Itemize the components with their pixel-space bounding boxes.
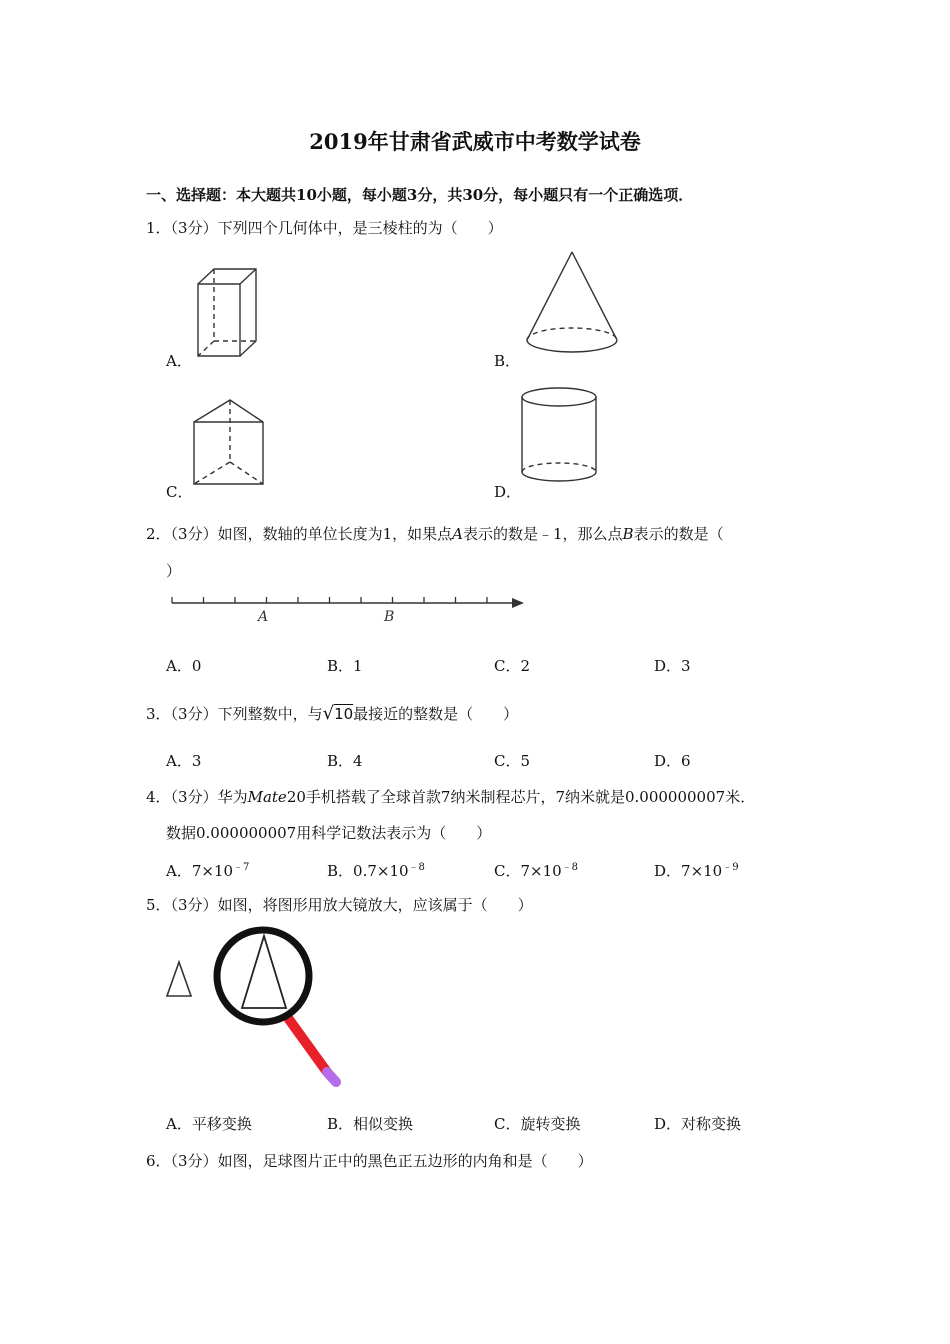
- q1-option-c: C．: [166, 483, 193, 501]
- q3-stem-pre: 3．（3分）下列整数中，与: [146, 705, 323, 723]
- q4-option-a-exp: ﹣7: [233, 862, 250, 873]
- sqrt-symbol: √: [322, 703, 335, 724]
- number-line-ticks: [172, 597, 487, 603]
- question-1-stem: 1．（3分）下列四个几何体中，是三棱柱的为（ ）: [146, 219, 503, 237]
- question-6-stem: 6．（3分）如图，足球图片正中的黑色正五边形的内角和是（ ）: [146, 1152, 593, 1170]
- q3-option-a: A．3: [166, 752, 202, 770]
- q4-mate: Mate: [247, 788, 287, 806]
- figure-triangular-prism: [190, 398, 270, 490]
- q4-option-b: [327, 858, 425, 881]
- question-2-stem: [146, 523, 724, 544]
- q5-option-b: B．相似变换: [327, 1115, 414, 1133]
- question-4-stem-cont: 数据0.000000007用科学记数法表示为（ ）: [166, 824, 492, 842]
- q2-stem-pre: 2．（3分）如图，数轴的单位长度为1，如果点: [146, 525, 453, 543]
- q4-option-b-exp: ﹣8: [408, 862, 425, 873]
- question-4-stem: [146, 786, 755, 807]
- q4-option-d-exp: ﹣9: [722, 862, 739, 873]
- q5-option-c: C．旋转变换: [494, 1115, 581, 1133]
- q2-option-d: D．3: [654, 657, 691, 675]
- q2-option-b: B．1: [327, 657, 363, 675]
- q5-option-d: D．对称变换: [654, 1115, 742, 1133]
- figure-cylinder: [520, 386, 602, 488]
- question-2-stem-cont: ）: [166, 562, 182, 580]
- small-triangle-figure: [164, 960, 194, 1000]
- q4-option-d-base: D．7×10: [654, 862, 723, 880]
- question-5-stem: 5．（3分）如图，将图形用放大镜放大，应该属于（ ）: [146, 896, 533, 914]
- q2-stem-post: 表示的数是（: [633, 525, 724, 543]
- q1-option-d: D．: [494, 483, 522, 501]
- q2-stem-mid: 表示的数是﹣1，那么点: [462, 525, 623, 543]
- number-line-label-a: A: [258, 609, 269, 625]
- page-title: 2019年甘肃省武威市中考数学试卷: [309, 129, 641, 154]
- q4-option-c-exp: ﹣8: [561, 862, 579, 873]
- q2-option-a: A．0: [166, 657, 202, 675]
- q1-option-b: B．: [494, 352, 521, 370]
- magnifier-figure: [212, 926, 346, 1090]
- section-heading: 一、选择题：本大题共10小题，每小题3分，共30分，每小题只有一个正确选项．: [146, 186, 694, 204]
- q2-point-a: A: [452, 525, 463, 543]
- q3-option-c: C．5: [494, 752, 531, 770]
- q3-option-d: D．6: [654, 752, 691, 770]
- figure-rectangular-prism: [190, 264, 270, 364]
- number-line-label-b: B: [384, 609, 395, 625]
- q4-option-a: [166, 858, 249, 881]
- figure-cone: [522, 250, 626, 358]
- q3-option-b: B．4: [327, 752, 363, 770]
- q1-option-a: A．: [166, 352, 192, 370]
- q4-option-c-base: C．7×10: [494, 862, 562, 880]
- q4-option-b-base: B．0.7×10: [327, 862, 409, 880]
- q4-stem-pre: 4．（3分）华为: [146, 788, 248, 806]
- sqrt-radicand: 10: [334, 705, 354, 723]
- q4-stem-post: 20手机搭载了全球首款7纳米制程芯片，7纳米就是0.000000007米．: [286, 788, 756, 806]
- question-3-stem: [146, 703, 518, 724]
- q5-option-a: A．平移变换: [166, 1115, 252, 1133]
- q4-option-d: [654, 858, 739, 881]
- q2-option-c: C．2: [494, 657, 531, 675]
- q4-option-c: [494, 858, 578, 881]
- number-line-figure: [168, 592, 528, 628]
- q2-point-b: B: [622, 525, 634, 543]
- q4-option-a-base: A．7×10: [166, 862, 234, 880]
- q3-stem-post: 最接近的整数是（ ）: [353, 705, 519, 723]
